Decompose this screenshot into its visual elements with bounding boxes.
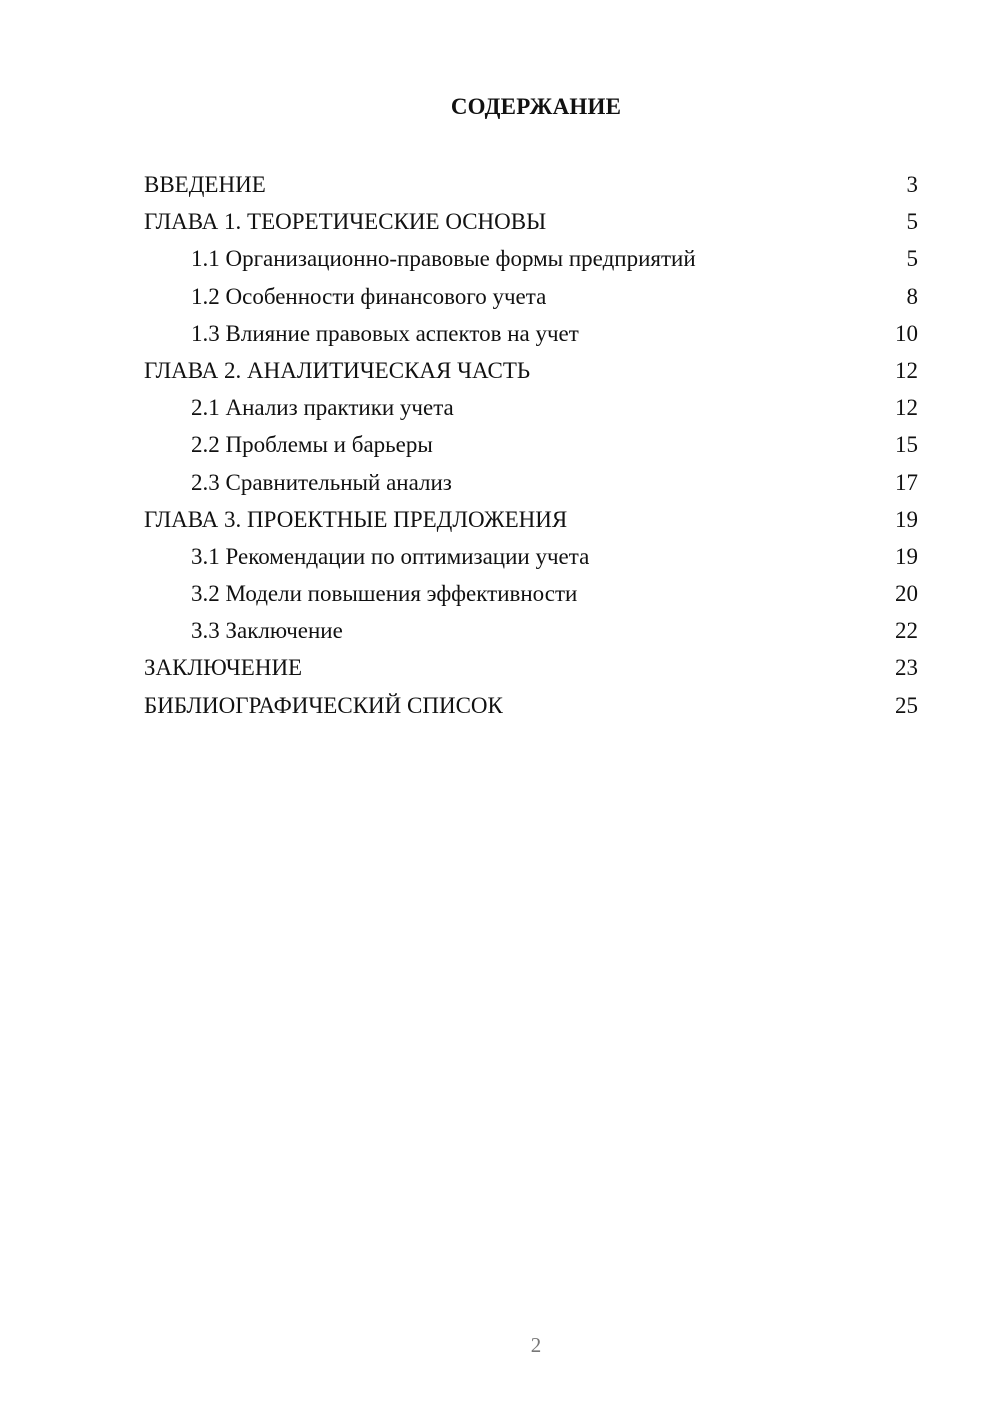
toc-entry-page: 19 [895,506,918,532]
toc-entry-label: ГЛАВА 3. ПРОЕКТНЫЕ ПРЕДЛОЖЕНИЯ [144,506,568,532]
toc-entry[interactable] [144,612,918,649]
toc-entry[interactable] [144,575,918,612]
toc-entry[interactable] [144,203,918,240]
toc-entry-page: 20 [895,581,918,607]
toc-entry-page: 22 [895,618,918,644]
toc-entry-page: 10 [895,320,918,346]
toc-entry[interactable] [144,687,918,724]
toc-entry-page: 12 [895,357,918,383]
toc-entry-label: ВВЕДЕНИЕ [144,172,266,197]
toc-entry-label: 3.2 Модели повышения эффективности [191,581,578,607]
toc-entry[interactable] [144,315,918,352]
page-title: СОДЕРЖАНИЕ [450,94,622,119]
toc-entry-label: ГЛАВА 1. ТЕОРЕТИЧЕСКИЕ ОСНОВЫ [144,209,547,235]
toc-entry-label: 1.1 Организационно-правовые формы предприятий [191,246,696,272]
toc-entry[interactable] [144,501,918,538]
toc-entry[interactable] [144,649,918,686]
toc-entry-label: 1.3 Влияние правовых аспектов на учет [191,320,579,346]
toc-entry-page: 5 [906,246,918,272]
toc-entry-label: 3.1 Рекомендации по оптимизации учета [191,543,590,569]
toc-entry-page: 25 [895,692,918,718]
toc-entry[interactable] [144,389,918,426]
toc-entry-label: 1.2 Особенности финансового учета [191,283,547,309]
toc-entry-page: 8 [906,283,918,309]
toc-entry-page: 17 [895,469,918,495]
toc-entry[interactable] [144,538,918,575]
toc-entry-label: ЗАКЛЮЧЕНИЕ [144,655,303,681]
toc-entry-page: 12 [895,395,918,421]
toc-entry-label: 2.3 Сравнительный анализ [191,469,452,495]
toc-entry-page: 19 [895,543,918,569]
toc-entry[interactable] [144,426,918,463]
toc-entry[interactable] [144,278,918,315]
toc-entry-page: 15 [895,432,918,458]
toc-entry-label: БИБЛИОГРАФИЧЕСКИЙ СПИСОК [144,692,503,718]
toc-entry-page: 3 [906,172,918,197]
toc-entry[interactable] [144,464,918,501]
toc-entry[interactable] [144,352,918,389]
toc-entry-label: 2.1 Анализ практики учета [191,395,454,421]
toc-entry-label: 2.2 Проблемы и барьеры [191,432,433,458]
toc-entry-label: 3.3 Заключение [191,618,343,644]
toc-entry-page: 5 [906,209,918,235]
page-number: 2 [530,1333,542,1357]
toc-entry-page: 23 [895,655,918,681]
toc-entry[interactable] [144,240,918,277]
toc-entry-label: ГЛАВА 2. АНАЛИТИЧЕСКАЯ ЧАСТЬ [144,357,531,383]
toc-entry[interactable] [144,166,918,203]
table-of-contents [144,166,918,724]
